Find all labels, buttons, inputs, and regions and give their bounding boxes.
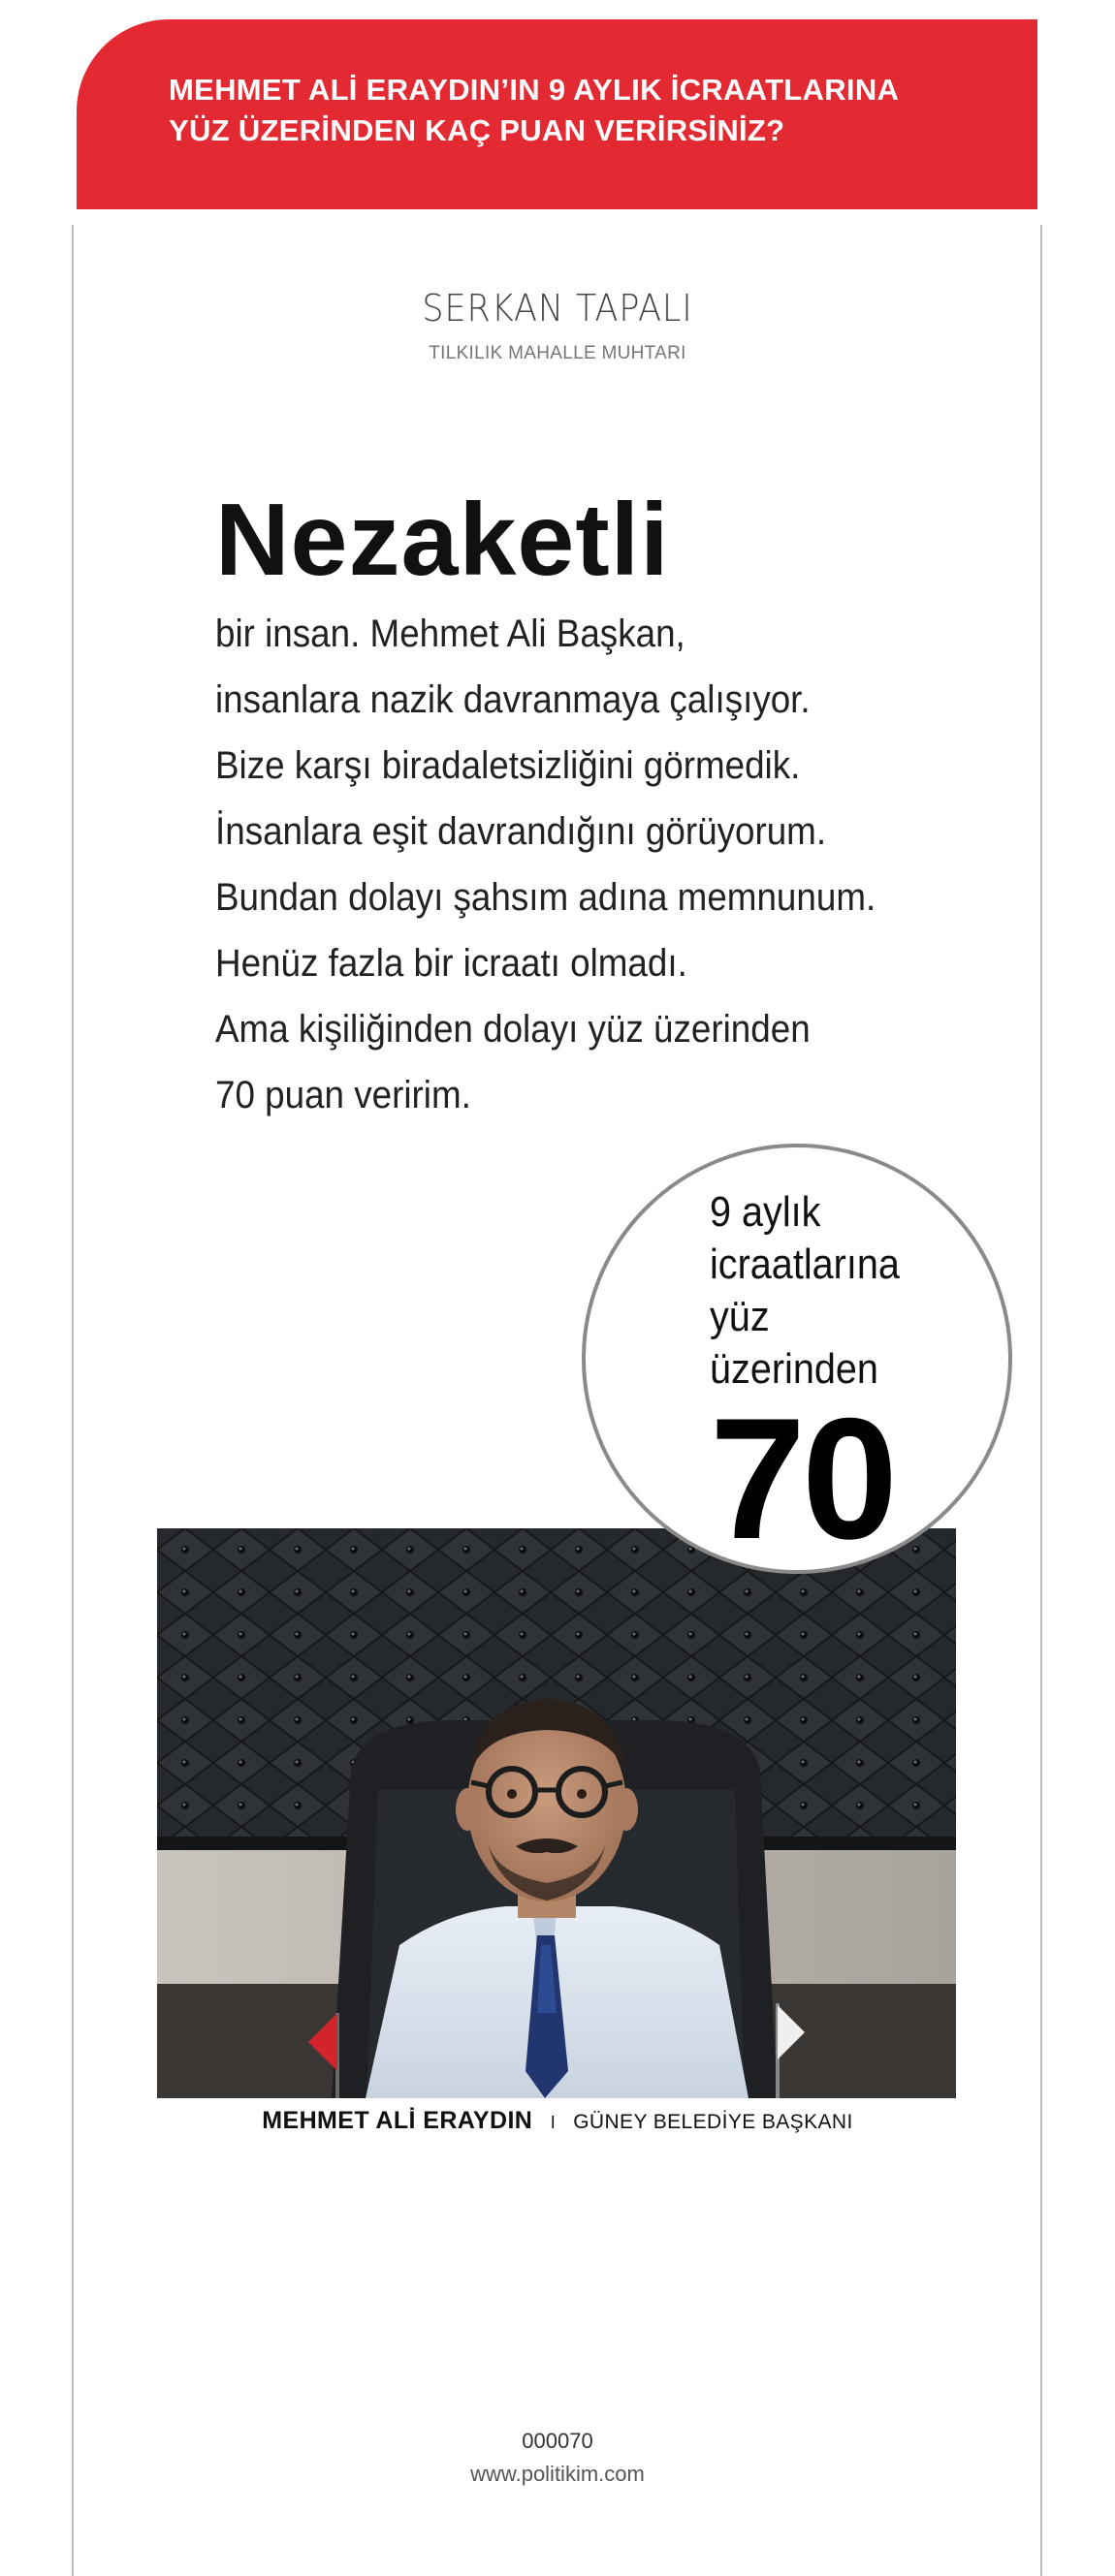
caption-role: GÜNEY BELEDİYE BAŞKANI [573,2111,853,2133]
portrait-illustration [157,1528,956,2098]
quote-line: Ama kişiliğinden dolayı yüz üzerinden [215,1008,811,1051]
caption-name: MEHMET ALİ ERAYDIN [262,2107,533,2134]
quote-line: Bundan dolayı şahsım adına memnunum. [215,876,876,919]
quote-body [215,601,933,1128]
portrait-photo [157,1528,956,2098]
left-frame-line [72,225,74,2576]
score-value: 70 [710,1382,894,1575]
footer-code: 000070 [522,2429,593,2453]
speaker-title: TILKILIK MAHALLE MUHTARI [429,343,686,363]
caption-separator: I [550,2113,556,2132]
photo-caption [0,2107,1115,2135]
quote-line: bir insan. Mehmet Ali Başkan, [215,613,685,655]
footer-url: www.politikim.com [470,2462,645,2486]
score-label-line: 9 aylık [710,1188,821,1236]
right-frame-line [1040,225,1042,2576]
quote-headline: Nezaketli [215,483,670,597]
score-label-line: icraatlarına [710,1241,900,1288]
score-circle [582,1144,1012,1574]
score-label-line: üzerinden [710,1345,878,1393]
question-line-1: MEHMET ALİ ERAYDIN’IN 9 AYLIK İCRAATLARINA [169,73,900,107]
score-text-block [710,1186,921,1575]
quote-line: İnsanlara eşit davrandığını görüyorum. [215,810,827,853]
question-banner [77,19,1037,209]
quote-line: insanlara nazik davranmaya çalışıyor. [215,678,811,721]
score-label-line: yüz [710,1293,770,1340]
quote-line: 70 puan veririm. [215,1074,471,1116]
quote-line: Henüz fazla bir icraatı olmadı. [215,942,687,985]
quote-line: Bize karşı biradaletsizliğini görmedik. [215,744,801,787]
speaker-name: SERKAN TAPALI [422,287,693,330]
question-line-2: YÜZ ÜZERİNDEN KAÇ PUAN VERİRSİNİZ? [169,113,785,147]
